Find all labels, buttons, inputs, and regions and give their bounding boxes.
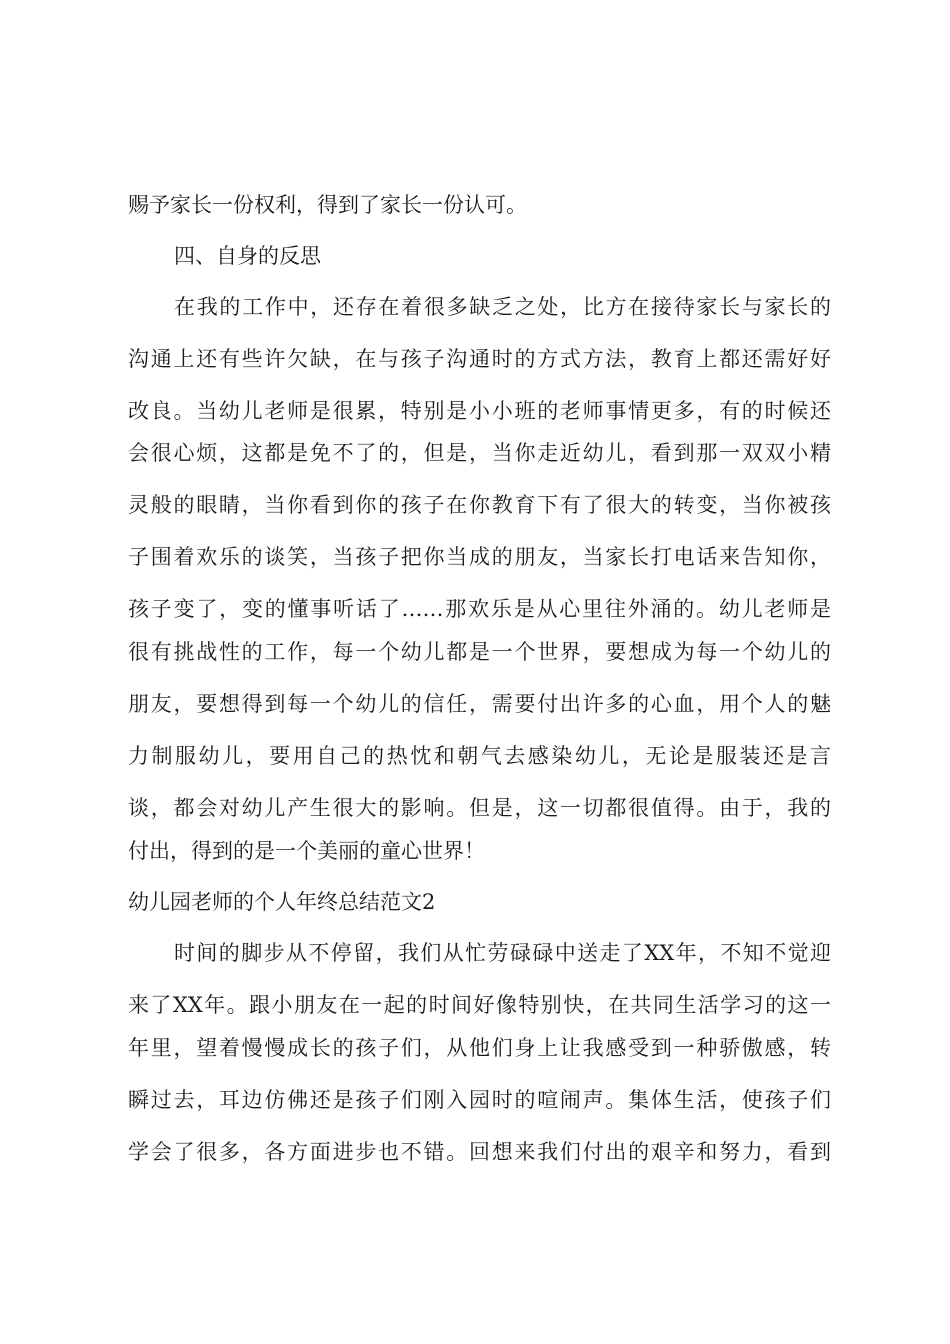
paragraph-line: 力制服幼儿，要用自己的热忱和朝气去感染幼儿，无论是服装还是言 (128, 744, 831, 768)
section-heading: 四、自身的反思 (174, 244, 321, 268)
paragraph-line: 时间的脚步从不停留，我们从忙劳碌碌中送走了XX年，不知不觉迎 (174, 941, 831, 965)
paragraph-line: 朋友，要想得到每一个幼儿的信任，需要付出许多的心血，用个人的魅 (128, 692, 831, 716)
paragraph-line: 付出，得到的是一个美丽的童心世界！ (128, 839, 485, 863)
paragraph-line: 学会了很多，各方面进步也不错。回想来我们付出的艰辛和努力，看到 (128, 1140, 831, 1164)
paragraph-line: 沟通上还有些许欠缺，在与孩子沟通时的方式方法，教育上都还需好好 (128, 347, 831, 371)
paragraph-line: 会很心烦，这都是免不了的，但是，当你走近幼儿，看到那一双双小精 (128, 441, 831, 465)
article-title: 幼儿园老师的个人年终总结范文2 (128, 890, 436, 914)
paragraph-line: 孩子变了，变的懂事听话了……那欢乐是从心里往外涌的。幼儿老师是 (128, 597, 831, 621)
paragraph-line: 在我的工作中，还存在着很多缺乏之处，比方在接待家长与家长的 (174, 295, 831, 319)
paragraph-line: 灵般的眼睛，当你看到你的孩子在你教育下有了很大的转变，当你被孩 (128, 493, 831, 517)
paragraph-line: 子围着欢乐的谈笑，当孩子把你当成的朋友，当家长打电话来告知你， (128, 545, 831, 569)
paragraph-line: 年里，望着慢慢成长的孩子们，从他们身上让我感受到一种骄傲感，转 (128, 1036, 831, 1060)
paragraph-line: 很有挑战性的工作，每一个幼儿都是一个世界，要想成为每一个幼儿的 (128, 640, 831, 664)
paragraph-line: 来了XX年。跟小朋友在一起的时间好像特别快，在共同生活学习的这一 (128, 993, 831, 1017)
paragraph-line: 瞬过去，耳边仿佛还是孩子们刚入园时的喧闹声。集体生活，使孩子们 (128, 1088, 831, 1112)
paragraph-line: 赐予家长一份权利，得到了家长一份认可。 (128, 193, 527, 217)
paragraph-line: 改良。当幼儿老师是很累，特别是小小班的老师事情更多，有的时候还 (128, 399, 831, 423)
paragraph-line: 谈，都会对幼儿产生很大的影响。但是，这一切都很值得。由于，我的 (128, 796, 831, 820)
